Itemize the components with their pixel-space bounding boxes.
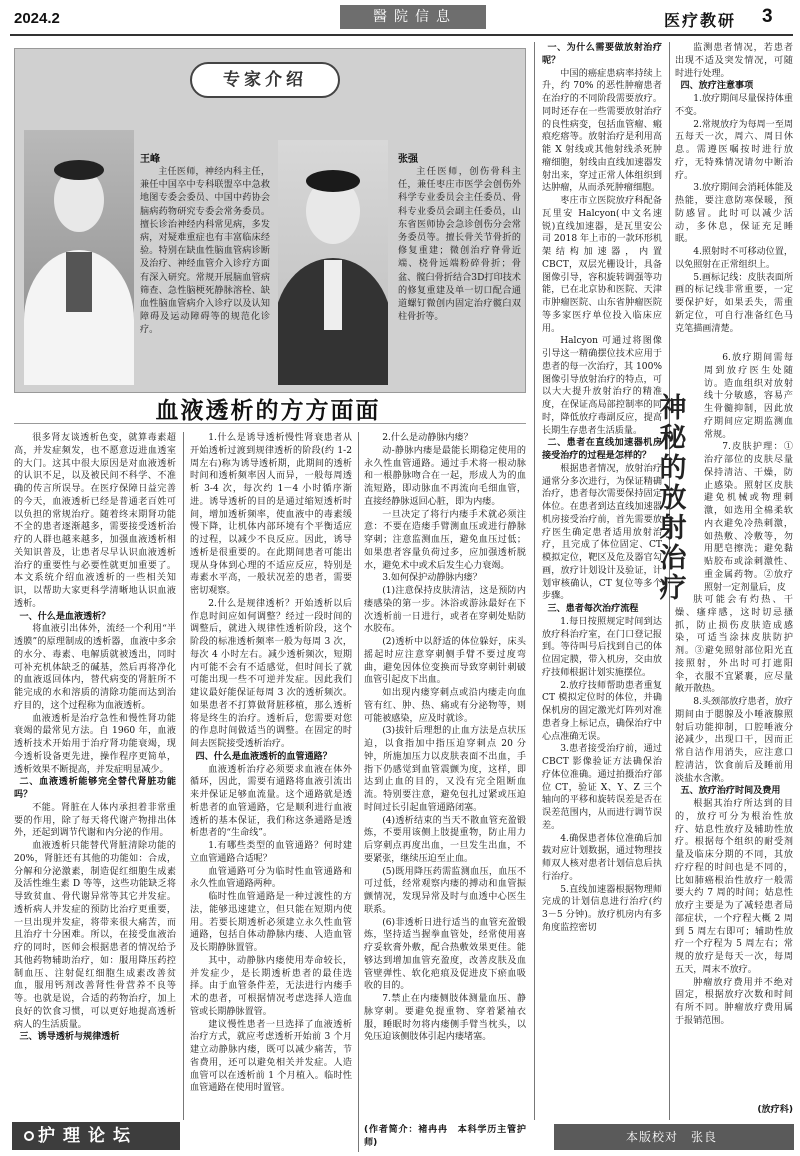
section-heading: 一、为什么需要做放射治疗呢？ [542, 43, 662, 66]
section-heading: 三、诱导透析与规律透析 [19, 1032, 120, 1043]
paragraph: 血液透析是治疗急性和慢性肾功能衰竭的最常见方法。自 1960 年，血液透析技术开始用于治疗肾功能衰竭，现今透析设备更先进，操作程序更简单，透析效果不断提高，并发症明显减少。 [14, 713, 176, 775]
logo-char: 息 [436, 9, 453, 25]
title-divider [14, 423, 526, 424]
section-heading: 一、什么是血液透析？ [19, 611, 111, 622]
paragraph: (5)既用降压药需监测血压，血压不可过低，经常观察内瘘的搏动和血管振颤情况，发现异常及时与血透中心医生联系。 [364, 866, 526, 915]
section-heading: 四、放疗注意事项 [680, 81, 754, 92]
paragraph: 根据患者情况，放射治疗通常分多次进行，为保证精确治疗，患者每次需要保持固定体位。在患者到达直线加速器机房接受治疗前，首先需要放疗医生确定患者适用放射治疗，且完成了体位固定、CT 模拟定位，靶区及危及器官勾画，放疗计划设计及验证，计划审核确认，CT 复位等多个步骤。 [542, 463, 662, 602]
paragraph: (6)非透析日进行适当的血管充盈锻炼，坚持适当握拳血管处，经常使用喜疗妥软膏外敷，配合热敷效果更佳。能够达到增加血管充盈度，改善皮肤及血管壁弹性、软化疤痕及促进皮下瘀血吸收的目的。 [364, 917, 526, 992]
paragraph: (2)透析中以舒适的体位躲好，床头摇起时应注意穿刺侧手臂不要过度弯曲，避免因体位变换而导致穿刺针刺破血管引起皮下出血。 [364, 637, 526, 686]
paragraph: 1.每日按照规定时间到达放疗科治疗室，在门口登记报到。等待叫号后找到自己的体位固定膜，带入机房，交由放疗技师根据计划实施摆位。 [542, 616, 662, 678]
article-divider [534, 42, 535, 1120]
paragraph: 2.什么是动静脉内瘘？ [382, 433, 473, 443]
masthead-logo [340, 5, 486, 29]
paragraph: 如出现内瘘穿刺点或沿内瘘走向血管有红、肿、热、痛或有分泌物等，则可能被感染，应及时就诊。 [364, 688, 526, 724]
issue-date: 2024.2 [14, 10, 60, 27]
portrait-wang-feng [24, 130, 134, 385]
expert-bio-wang: 主任医师，神经内科主任，兼任中国卒中专科联盟卒中急救地图专委会委员、中国中药协会脑病药物研究专委会常务委员。擅长诊治神经内科常见病，多发病，对疑难重症也有丰富临床经验。特别在缺血性脑血管病诊断及治疗、神经血管介入诊疗方面有深入研究。常规开展脑血管病筛查、急性脑梗死静脉溶栓、缺血性脑血管病介入诊疗以及认知障碍及运动障碍等的规范化诊疗。 [140, 167, 270, 336]
title-char: 放 [659, 483, 687, 514]
paragraph: Halcyon 可通过将图像引导这一精确摆位技术应用于患者的每一次治疗，其 100% 图像引导放射治疗的特点，可以大大提升放射治疗的精准度，在保证高局部控制率的同时，降低放疗毒副反应，提高长期生存患者生活质量。 [542, 336, 662, 436]
article-title-dialysis: 血液透析的方方面面 [155, 398, 381, 424]
column-banner [12, 1122, 180, 1150]
paragraph: 血液透析治疗必须要求血液在体外循环，因此，需要有通路将血液引流出来并保证足够血流量。这个通路就是透析患者的血管通路，它是顺利进行血液透析的基本保证，我们称这条通路是透析患者的“生命线”。 [190, 764, 352, 839]
column-banner-text: 护理论坛 [38, 1126, 138, 1146]
paragraph: (3)拔针后理想的止血方法是点状压迫，以食指加中指压迫穿刺点 20 分钟，所施加压力以皮肤表面不出血，手指下仍感觉到血管震颤为度，这样，即达到止血的目的，又没有完全阻断血流。特别要注意，避免包扎过紧或压迫时间过长引起血管通路闭塞。 [364, 726, 526, 813]
radiotherapy-column-2-narrow [704, 352, 793, 592]
paragraph: 肤可能会有灼热、干燥、瘙痒感，这时切忌搔抓，防止损伤皮肤造成感染，可适当涂抹皮肤防护剂。③避免照射部位阳光直接照射，外出时可打遮阳伞，衣服不宜紧裹，应尽量敞开散热。 [675, 595, 793, 695]
paragraph: 5.画标记线：皮肤表面所画的标记线非常重要，一定要保护好，如果丢失，需重新定位，可自行准备红色马克笔描画清楚。 [675, 272, 793, 334]
paragraph: 4.确保患者体位准确后加载对应计划数据，通过物理技师双人核对患者计划信息后执行治疗。 [542, 833, 662, 882]
paragraph: 不能。肾脏在人体内承担着非常重要的作用，除了每天将代谢产物排出体外，还起到调节代谢和内分泌的作用。 [14, 802, 176, 839]
section-heading: 三、患者每次治疗流程 [547, 604, 639, 614]
paragraph: 血管通路可分为临时性血管通路和永久性血管通路两种。 [190, 866, 352, 890]
title-char: 疗 [659, 573, 687, 604]
section-name: 医疗教研 [664, 11, 737, 30]
paragraph: 其中，动静脉内瘘使用寿命较长，并发症少，是长期透析患者的最佳选择。由于血管条件差，无法进行内瘘手术的患者，可根据情况考虑选择人造血管或长期静脉置管。 [190, 955, 352, 1017]
paragraph: 3.放疗期间会消耗体能及热能，要注意防寒保暖，预防感冒。此时可以减少活动，多休息，保证充足睡眠。 [675, 183, 793, 245]
article-title-radiotherapy [656, 394, 690, 604]
paragraph: 7.皮肤护理：①治疗部位的皮肤尽量保持清洁、干燥，防止感染。照射区皮肤避免机械或物理刺激，如选用全棉柔软内衣避免冷热刺激，如热敷、冷敷等，勿用肥皂擦洗；避免黏贴胶布或涂刺激性、重金属药物。②放疗照射一定剂量后，皮 [704, 442, 793, 592]
section-heading: 二、血液透析能够完全替代肾脏功能吗？ [14, 777, 176, 800]
title-char: 的 [659, 453, 687, 484]
paragraph: 3.如何保护动静脉内瘘？ [382, 573, 482, 584]
paragraph: 3.患者接受治疗前，通过 CBCT 影像验证方法确保治疗体位准确。通过拍摄治疗部位 CT，验证 X、Y、Z 三个轴向的平移和旋转误差是否在误差范围内，从而进行调节误差。 [542, 744, 662, 831]
paragraph: 一旦决定了将行内瘘手术就必须注意：不要在造瘘手臂测血压或进行静脉穿刺；注意监测血压，避免血压过低；如果患者容量负荷过多，应加强透析脱水，避免术中或术后发生心力衰竭。 [364, 509, 526, 571]
radiotherapy-column-2-bottom [675, 594, 793, 1102]
paragraph: 8.头颈部放疗患者，放疗期间由于腮腺及小唾液腺照射后功能抑制，口腔唾液分泌减少，出现口干，因而正常自洁作用消失，应注意口腔清洁，饮食前后及睡前用淡盐水含漱。 [675, 697, 793, 784]
paragraph: 枣庄市立医院放疗科配备瓦里安 Halcyon(中文名速锐)直线加速器，是瓦里安公司 2018 年上市的一款环形机架结构加速器，内置 CBCT，双层光栅设计，具备图像引导，容积旋转调强等功能，已在北京协和医院、天津市肿瘤医院、山东省肿瘤医院等多家医疗单位投入临床应用。 [542, 196, 662, 334]
dialysis-column-1 [14, 432, 176, 1120]
paragraph: 将血液引出体外，流经一个利用“半透膜”的原理制成的透析器，血液中多余的水分、毒素、电解质就被透出，同时可补充机体缺乏的碱基，然后再将净化的血液返回体内，替代病变的肾脏所不能完成的水和溶质的清除功能而达到治疗目的，这个过程称为血液透析。 [14, 624, 176, 711]
paragraph: 6.放疗期间需每周到放疗医生处随访。造血组织对放射线十分敏感，容易产生骨髓抑制，因此放疗期间应定期监测血常规。 [704, 353, 793, 440]
portrait-zhang-qiang [278, 140, 388, 385]
title-char: 射 [659, 513, 687, 544]
logo-char: 醫 [373, 9, 390, 25]
paragraph: (1)注意保持皮肤清洁，这是预防内瘘感染的第一步。沐浴或游泳最好在下次透析前一日进行，或者在穿刺处贴防水胶布。 [364, 586, 526, 635]
radiotherapy-column-2-top [675, 42, 793, 348]
paragraph: 临时性血管通路是一种过渡性的方法，能够迅速建立，但只能在短期内使用。若要长期透析必须建立永久性血管通路，包括自体动静脉内瘘、人造血管及长期静脉置管。 [190, 892, 352, 953]
department-signoff: (放疗科) [757, 1105, 793, 1115]
paragraph: 1.有哪些类型的血管通路？何时建立血管通路合适呢？ [190, 841, 352, 864]
paragraph: 2.放疗技师帮助患者重复 CT 模拟定位时的体位，并确保机房的固定激光灯阵列对准患者身上标记点，确保治疗中心点准确无误。 [542, 680, 662, 742]
title-char: 秘 [659, 423, 687, 454]
paragraph: 很多肾友谈透析色变，就算毒素超高，并发症频发，也不愿意迈进血透室的大门。这其中很大原因是对血液透析的认识不足，以及被民间不科学、不准确的传言所误导。在医疗保障日益完善的今天，血液透析已经是普通老百姓可以负担的常规治疗。随着终末期肾功能不全的患者逐渐越多，需要接受透析治疗的人群也越来越多，加强血液透析相关知识普及，让患者尽早认识血液透析治疗的重要性与必要性就更加重要了。本文系统介绍血液透析的一些相关知识，以帮助大家更科学清晰地认识血液透析。 [14, 433, 176, 609]
paragraph: 建议慢性患者一旦选择了血液透析治疗方式，就应考虑透析开始前 3 个月建立动静脉内瘘，既可以减少痛苦，节省费用，还可以避免相关并发症。人造血管可以在透析前 1 个月植入。临时性血管通路在使用时置管。 [190, 1019, 352, 1094]
dialysis-column-2 [190, 432, 352, 1152]
paragraph: 1.放疗期间尽量保持体重不变。 [675, 94, 793, 117]
radiotherapy-column-1 [542, 42, 662, 1120]
paragraph: 血液透析只能替代肾脏清除功能的 20%，肾脏还有其他的功能如：合成，分解和分泌激素，制造促红细胞生成素及活性维生素 D 等等，这些功能缺乏将导致贫血、骨代谢异常等其它并发症。透析病人并发症的预防比治疗更重要，一旦出现并发症，将带来很大痛苦，而且治疗十分困难。所以，在接受血液治疗的同时，医师会根据患者的情况给予其他药物辅助治疗，如：服用降压药控制血压、注射促红细胞生成素改善贫血，服用钙剂改善肾性骨营养不良等等。也就是说，合适的药物治疗，加上良好的饮食习惯，可以更好地提高透析病人的生活质量。 [14, 841, 176, 1030]
paragraph: 4.照射时不可移动位置，以免照射在正常组织上。 [675, 247, 793, 270]
paragraph: 中国的癌症患病率持续上升，约 70% 的恶性肿瘤患者在治疗的不同阶段需要放疗。同时还存在一些需要放射治疗的良性病变，包括血管瘤、瘢痕疙瘩等。放射治疗是利用高能 X 射线或其他射线杀死肿瘤细胞，射线由直线加速器发射出来，穿过正常人体组织到达肿瘤，从而杀死肿瘤细胞。 [542, 68, 662, 194]
section-heading: 四、什么是血液透析的血管通路？ [195, 751, 332, 762]
author-credit [364, 1124, 526, 1150]
proofreader-bar: 本版校对 张良 [554, 1124, 794, 1150]
expert-left-block [140, 150, 270, 338]
logo-char: 院 [394, 9, 411, 25]
paragraph: 1.什么是诱导透析慢性肾衰患者从开始透析过渡到规律透析的阶段(约 1-2 周左右)称为诱导透析期，此期间的透析时间和透析频率因人而异，一般每周透析 3-4 次，每次约 1－4 小时循序渐进。诱导透析的目的是通过缩短透析时间，增加透析频率，使血液中的毒素缓慢下降，让机体内部环境有个平衡适应的过程，以减少不良反应。因此，诱导透析是很重要的。在此期间患者可能出现从身体到心理的不适应反应，特别是毒素水平高，一般状况差的患者，需要密切观察。 [190, 433, 352, 596]
paragraph: 2.什么是规律透析？开始透析以后作息时间应如何调整？经过一段时间的调整后，就进入规律性透析阶段，这个阶段的标准透析频率一般为每周 3 次，每次 4 小时左右。减少透析频次，短期内可能不会有不适感觉，但时间长了就可能出现一些不可逆并发症。因此我们建议最好能保证每周 3 次的透析频次。如果患者不打算做肾脏移植，那么透析将是终生的治疗。透析后，您需要对您的作息时间做适当的调整。在固定的时间去医院接受透析治疗。 [190, 598, 352, 749]
title-char: 治 [659, 543, 687, 574]
paragraph: 2.常规放疗为每周一至周五每天一次，周六、周日休息。需遵医嘱按时进行放疗，无特殊情况请勿中断治疗。 [675, 119, 793, 181]
circle-icon [24, 1131, 34, 1141]
column-divider [358, 432, 359, 1152]
column-divider [183, 432, 184, 1120]
expert-right-block [398, 150, 521, 324]
expert-intro-tag: 专家介绍 [190, 62, 340, 98]
dialysis-column-3 [364, 432, 526, 1124]
logo-char: 信 [415, 9, 432, 25]
section-heading: 二、患者在直线加速器机房接受治疗的过程是怎样的？ [542, 438, 662, 461]
paragraph: 7.禁止在内瘘侧肢体测量血压、静脉穿刺。要避免提重物、穿着紧袖衣服，睡眠时勿将内瘘侧手臂当枕头，以免压迫该侧肢体引起内瘘堵塞。 [364, 994, 526, 1043]
title-char: 神 [659, 393, 687, 424]
expert-name-wang: 王峰 [140, 154, 160, 165]
paragraph: 根据其治疗所达到的目的，放疗可分为根治性放疗、姑息性放疗及辅助性放疗。根据每个组织的耐受剂量及临床分期的不同，其放疗疗程的时间也是不同的，比如肺癌根治性放疗一般需要大约 7 周的时间；姑息性放疗主要是为了减轻患者局部症状，一个疗程大概 2 周到 5 周左右即可；辅助性放疗一个疗程为 5 周左右；常规的放疗是每天一次，每周五天，周末不放疗。 [675, 799, 793, 975]
expert-bio-zhang: 主任医师，创伤骨科主任，兼任枣庄市医学会创伤外科学专业委员会主任委员、骨科专业委员会副主任委员，山东省医师协会急诊创伤分会常务委员等。擅长骨关节骨折的修复重建；微创治疗脊骨近端、桡骨远端粉碎骨折；骨盆、髋臼骨折结合3D打印技术的修复重建及单一切口配合通道螺钉微创内固定治疗髋臼双柱骨折等。 [398, 167, 521, 323]
author-credit-text: (作者简介：褚冉冉 本科学历主管护师) [364, 1125, 526, 1148]
page-number: 3 [762, 6, 773, 27]
paragraph: 监测患者情况，若患者出现不适及突发情况，可随时进行处理。 [675, 43, 793, 79]
expert-name-zhang: 张强 [398, 154, 418, 165]
paragraph: 5.直线加速器根据物理师完成的计划信息进行治疗(约 3－5 分钟)。放疗机房内有多角度监控密切 [542, 884, 662, 933]
section-heading: 五、放疗治疗时间及费用 [680, 786, 781, 797]
paragraph: 肿瘤放疗费用并不绝对固定，根据放疗次数和时间有所不同。肿瘤放疗费用属于报销范围。 [675, 977, 793, 1026]
header-divider [10, 34, 793, 36]
paragraph: 动-静脉内瘘是最能长期稳定使用的永久性血管通路。通过手术将一根动脉和一根静脉吻合在一起，形成人为的血流短路，即动脉血不再流向毛细血管，直接经静脉返回心脏，即为内瘘。 [364, 445, 526, 507]
paragraph: (4)透析结束的当天不散血管充盈锻炼，不要用该侧上肢提重物，防止用力后穿刺点再度出血，一旦发生出血，不要紧张，继续压迫至止血。 [364, 815, 526, 864]
